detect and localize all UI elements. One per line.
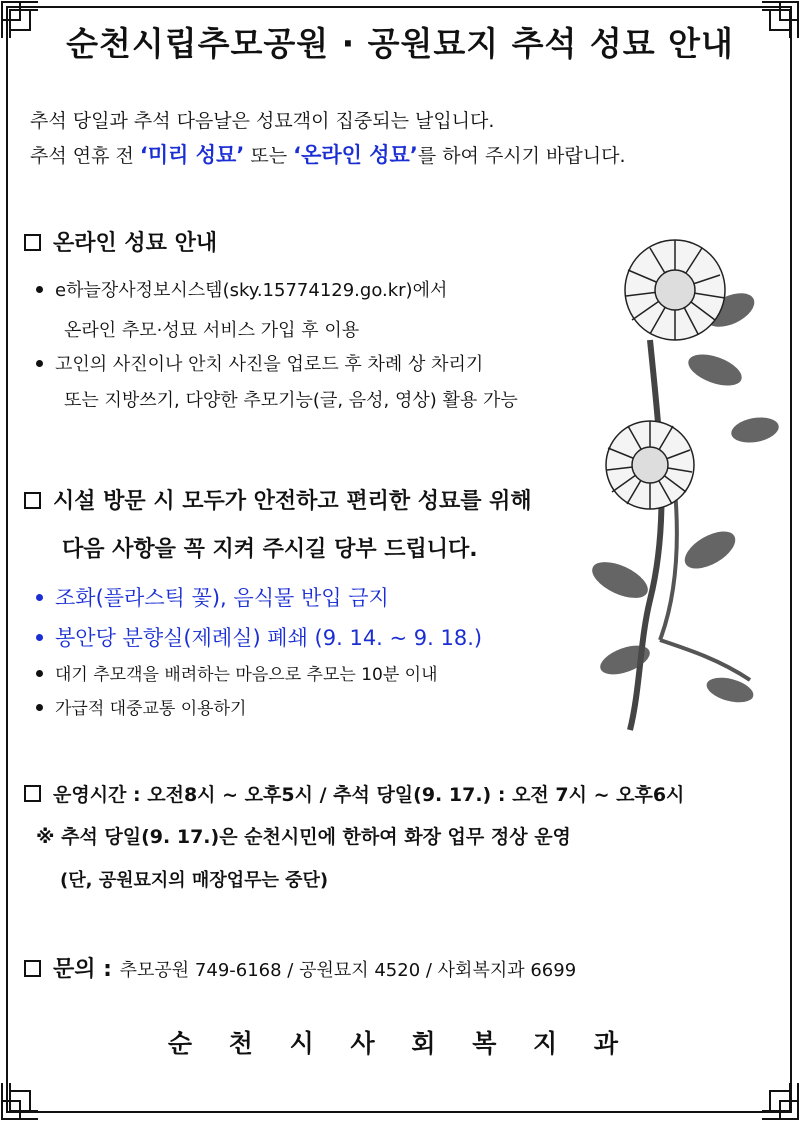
corner-ornament-bottom-left [0, 1081, 40, 1121]
visit-heading-text-1: 시설 방문 시 모두가 안전하고 편리한 성묘를 위해 [53, 489, 532, 514]
highlight-early-visit: ‘미리 성묘’ [139, 143, 245, 167]
hours-text: 운영시간 : 오전8시 ~ 오후5시 / 추석 당일(9. 17.) : 오전 7시 ~ 오후6시 [53, 784, 685, 806]
intro-line-2 [30, 138, 626, 173]
online-item-1: e하늘장사정보시스템(sky.15774129.go.kr)에서 [55, 280, 448, 301]
checkbox-square-icon [24, 492, 41, 509]
corner-ornament-bottom-right [760, 1081, 800, 1121]
bullet-icon [36, 704, 43, 711]
contact-value: 추모공원 749-6168 / 공원묘지 4520 / 사회복지과 6699 [119, 960, 577, 981]
contact-label: 문의 : [53, 957, 112, 982]
list-item [36, 582, 389, 612]
online-heading-text: 온라인 성묘 안내 [53, 231, 218, 256]
hours-note: ※ 추석 당일(9. 17.)은 순천시민에 한하여 화장 업무 정상 운영 [36, 826, 571, 848]
visit-heading-text-2: 다음 사항을 꼭 지켜 주시길 당부 드립니다. [62, 537, 478, 562]
list-item [36, 276, 447, 302]
highlight-online-visit: ‘온라인 성묘’ [293, 143, 418, 167]
bullet-icon [36, 634, 43, 641]
footer-department: 순 천 시 사 회 복 지 과 [167, 1029, 633, 1058]
hours-note-2: (단, 공원묘지의 매장업무는 중단) [60, 870, 329, 891]
online-item-1-cont: 온라인 추모·성묘 서비스 가입 후 이용 [64, 320, 360, 341]
online-item-2: 고인의 사진이나 안치 사진을 업로드 후 차례 상 차리기 [55, 354, 484, 375]
bullet-icon [36, 360, 43, 367]
online-item-2-cont: 또는 지방쓰기, 다양한 추모기능(글, 음성, 영상) 활용 가능 [64, 390, 518, 411]
intro-text-part: 또는 [244, 145, 294, 167]
visit-item-2: 봉안당 분향실(제례실) 폐쇄 (9. 14. ~ 9. 18.) [55, 626, 483, 650]
intro-line-1: 추석 당일과 추석 다음날은 성묘객이 집중되는 날입니다. [30, 110, 495, 132]
page-title: 순천시립추모공원 · 공원묘지 추석 성묘 안내 [66, 24, 734, 63]
bullet-icon [36, 670, 43, 677]
contact-line [24, 952, 576, 983]
checkbox-square-icon [24, 960, 41, 977]
bullet-icon [36, 594, 43, 601]
online-section-heading [24, 226, 217, 257]
intro-text [30, 104, 626, 173]
checkbox-square-icon [24, 785, 41, 802]
visit-item-1: 조화(플라스틱 꽃), 음식물 반입 금지 [55, 586, 389, 610]
checkbox-square-icon [24, 234, 41, 251]
list-item [36, 350, 483, 376]
visit-item-3: 대기 추모객을 배려하는 마음으로 추모는 10분 이내 [55, 665, 438, 685]
intro-text-part: 를 하여 주시기 바랍니다. [417, 145, 626, 167]
hours-line [24, 780, 684, 807]
visit-item-4: 가급적 대중교통 이용하기 [55, 699, 247, 719]
visit-section-heading [24, 484, 532, 515]
list-item [36, 660, 438, 685]
intro-text-part: 추석 연휴 전 [30, 145, 140, 167]
list-item [36, 622, 482, 652]
list-item [36, 694, 246, 719]
bullet-icon [36, 286, 43, 293]
chrysanthemum-illustration [580, 220, 790, 740]
